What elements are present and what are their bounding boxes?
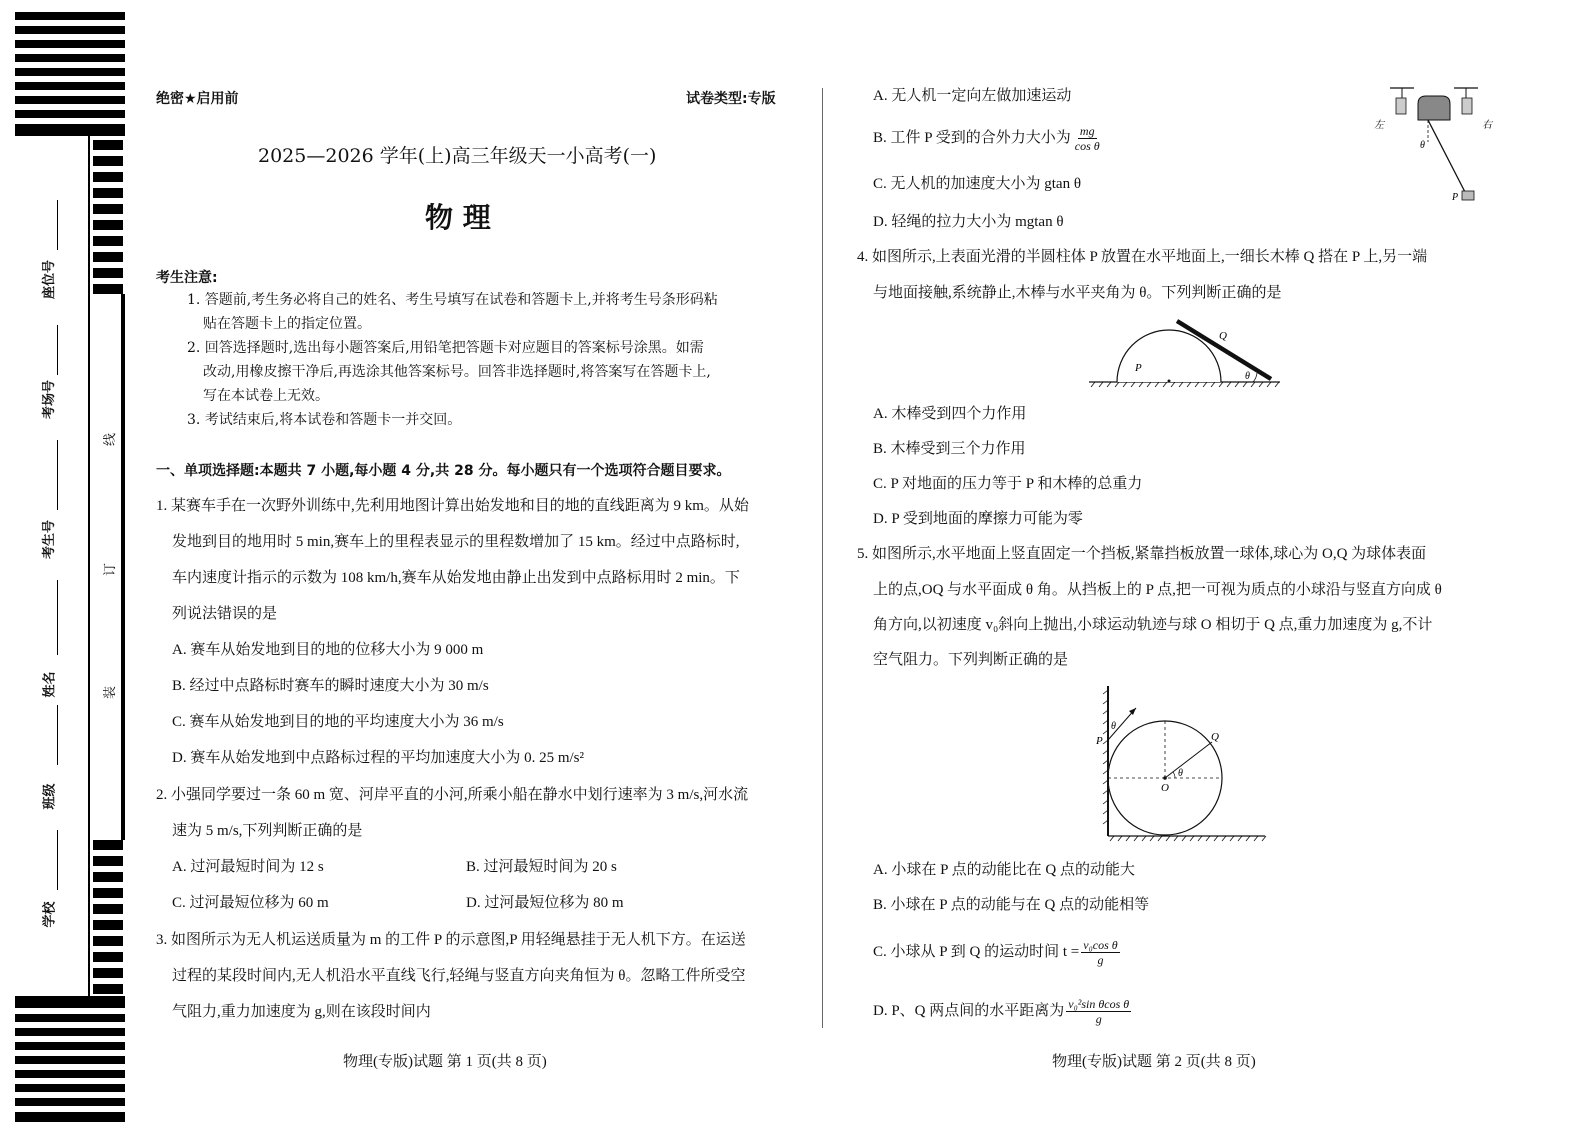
q5-option-c (873, 938, 1120, 967)
q4-option-c: C. P 对地面的压力等于 P 和木棒的总重力 (873, 476, 1143, 492)
q5-option-d (873, 997, 1131, 1026)
q1-line2: 发地到目的地用时 5 min,赛车上的里程表显示的里程数增加了 15 km。经过中点路标时, (172, 534, 740, 550)
q5-option-c-fraction (1081, 938, 1119, 967)
q2-line2: 速为 5 m/s,下列判断正确的是 (172, 823, 363, 839)
ball-label-q: Q (1211, 731, 1219, 743)
drone-label-left: 左 (1374, 120, 1384, 131)
q4-option-a: A. 木棒受到四个力作用 (873, 406, 1027, 422)
ball-label-p: P (1096, 735, 1103, 747)
mark-line: 线 (103, 432, 119, 447)
ball-label-theta-top: θ (1111, 721, 1116, 732)
cylinder-label-p: P (1135, 362, 1142, 374)
q5-line3: 角方向,以初速度 v₀斜向上抛出,小球运动轨迹与球 O 相切于 Q 点,重力加速度为 g,不计 (873, 617, 1433, 633)
q5-line4: 空气阻力。下列判断正确的是 (873, 652, 1069, 668)
field-student-no: 考生号 (42, 519, 58, 560)
q4-line2: 与地面接触,系统静止,木棒与水平夹角为 θ。下列判断正确的是 (873, 285, 1282, 301)
section-heading: 一、单项选择题:本题共 7 小题,每小题 4 分,共 28 分。每小题只有一个选项符合题目要求。 (156, 463, 731, 479)
q3-option-b-fraction (1073, 124, 1102, 153)
q5-line2: 上的点,OQ 与水平面成 θ 角。从挡板上的 P 点,把一可视为质点的小球沿与竖直方向成 θ (873, 582, 1442, 598)
q1-line4: 列说法错误的是 (172, 606, 278, 622)
q5-line1: 5. 如图所示,水平地面上竖直固定一个挡板,紧靠挡板放置一球体,球心为 O,Q 为球体表面 (857, 546, 1427, 562)
paper-type: 试卷类型:专版 (686, 91, 776, 107)
q1-option-c: C. 赛车从始发地到目的地的平均速度大小为 36 m/s (172, 714, 504, 730)
q4-option-b: B. 木棒受到三个力作用 (873, 441, 1026, 457)
q4-option-d: D. P 受到地面的摩擦力可能为零 (873, 511, 1083, 527)
q3-option-a: A. 无人机一定向左做加速运动 (873, 88, 1072, 104)
drone-figure (1370, 82, 1500, 207)
fraction-numerator: mg (1079, 124, 1095, 138)
q5-option-d-fraction (1066, 997, 1131, 1026)
q3-option-b-text: B. 工件 P 受到的合外力大小为 (873, 129, 1071, 146)
q1-option-b: B. 经过中点路标时赛车的瞬时速度大小为 30 m/s (172, 678, 489, 694)
rod-label-theta: θ (1245, 371, 1250, 382)
fraction-denominator: g (1097, 953, 1104, 967)
page2-footer: 物理(专版)试题 第 2 页(共 8 页) (1052, 1054, 1256, 1070)
notice-3: 3. 考试结束后,将本试卷和答题卡一并交回。 (187, 412, 462, 428)
field-room: 考场号 (42, 379, 58, 420)
q5-option-b: B. 小球在 P 点的动能与在 Q 点的动能相等 (873, 897, 1150, 913)
fraction-numerator: v₀cos θ (1083, 938, 1118, 952)
notice-2b: 改动,用橡皮擦干净后,再选涂其他答案标号。回答非选择题时,将答案写在答题卡上, (203, 364, 711, 380)
q2-line1: 2. 小强同学要过一条 60 m 宽、河岸平直的小河,所乘小船在静水中划行速率为 3 m/s,河水流 (156, 787, 749, 803)
q2-option-b: B. 过河最短时间为 20 s (466, 859, 617, 875)
page1-footer: 物理(专版)试题 第 1 页(共 8 页) (343, 1054, 547, 1070)
subject-title: 物 理 (425, 201, 491, 234)
notice-1a: 1. 答题前,考生务必将自己的姓名、考生号填写在试卷和答题卡上,并将考生号条形码粘 (187, 292, 718, 308)
fraction-denominator: cos θ (1074, 139, 1100, 153)
mark-install: 装 (103, 685, 119, 700)
fraction-numerator: v₀²sin θcos θ (1068, 997, 1130, 1011)
ball-label-o: O (1161, 782, 1169, 794)
q3-line3: 气阻力,重力加速度为 g,则在该段时间内 (172, 1004, 431, 1020)
drone-label-right: 右 (1482, 120, 1492, 131)
field-seat: 座位号 (42, 259, 58, 300)
q2-option-c: C. 过河最短位移为 60 m (172, 895, 329, 911)
rod-label-q: Q (1219, 330, 1227, 342)
q1-option-a: A. 赛车从始发地到目的地的位移大小为 9 000 m (172, 642, 484, 658)
field-class: 班级 (42, 783, 58, 810)
ball-board-figure (1090, 684, 1270, 844)
confidential-label: 绝密★启用前 (156, 91, 239, 107)
fraction-denominator: g (1095, 1012, 1102, 1026)
q1-line1: 1. 某赛车手在一次野外训练中,先利用地图计算出始发地和目的地的直线距离为 9 km。从始 (156, 498, 749, 514)
q3-option-b (873, 124, 1102, 153)
q4-line1: 4. 如图所示,上表面光滑的半圆柱体 P 放置在水平地面上,一细长木棒 Q 搭在 P 上,另一端 (857, 249, 1428, 265)
notice-2a: 2. 回答选择题时,选出每小题答案后,用铅笔把答题卡对应题目的答案标号涂黑。如需 (187, 340, 704, 356)
q1-line3: 车内速度计指示的示数为 108 km/h,赛车从始发地由静止出发到中点路标用时 2 min。下 (172, 570, 740, 586)
mark-bind: 订 (103, 562, 119, 577)
q5-option-a: A. 小球在 P 点的动能比在 Q 点的动能大 (873, 862, 1135, 878)
q3-line2: 过程的某段时间内,无人机沿水平直线飞行,轻绳与竖直方向夹角恒为 θ。忽略工件所受空 (172, 968, 746, 984)
drone-label-p: P (1452, 192, 1459, 203)
q3-option-c: C. 无人机的加速度大小为 gtan θ (873, 176, 1082, 192)
field-name: 姓名 (42, 671, 58, 698)
q5-option-d-text: D. P、Q 两点间的水平距离为 (873, 1002, 1065, 1019)
notice-title: 考生注意: (156, 270, 218, 286)
q3-line1: 3. 如图所示为无人机运送质量为 m 的工件 P 的示意图,P 用轻绳悬挂于无人机下方。在运送 (156, 932, 746, 948)
notice-1b: 贴在答题卡上的指定位置。 (203, 316, 371, 332)
exam-title: 2025—2026 学年(上)高三年级天一小高考(一) (258, 145, 657, 167)
field-school: 学校 (42, 901, 58, 928)
q5-option-c-text: C. 小球从 P 到 Q 的运动时间 t = (873, 943, 1080, 960)
q3-option-d: D. 轻绳的拉力大小为 mgtan θ (873, 214, 1064, 230)
column-divider (822, 88, 823, 1028)
drone-label-theta: θ (1420, 140, 1425, 151)
q1-option-d: D. 赛车从始发地到中点路标过程的平均加速度大小为 0. 25 m/s² (172, 750, 585, 766)
half-cylinder-figure (1085, 315, 1285, 395)
q2-option-d: D. 过河最短位移为 80 m (466, 895, 624, 911)
ball-label-theta-center: θ (1178, 768, 1183, 779)
q2-option-a: A. 过河最短时间为 12 s (172, 859, 324, 875)
notice-2c: 写在本试卷上无效。 (203, 388, 329, 404)
